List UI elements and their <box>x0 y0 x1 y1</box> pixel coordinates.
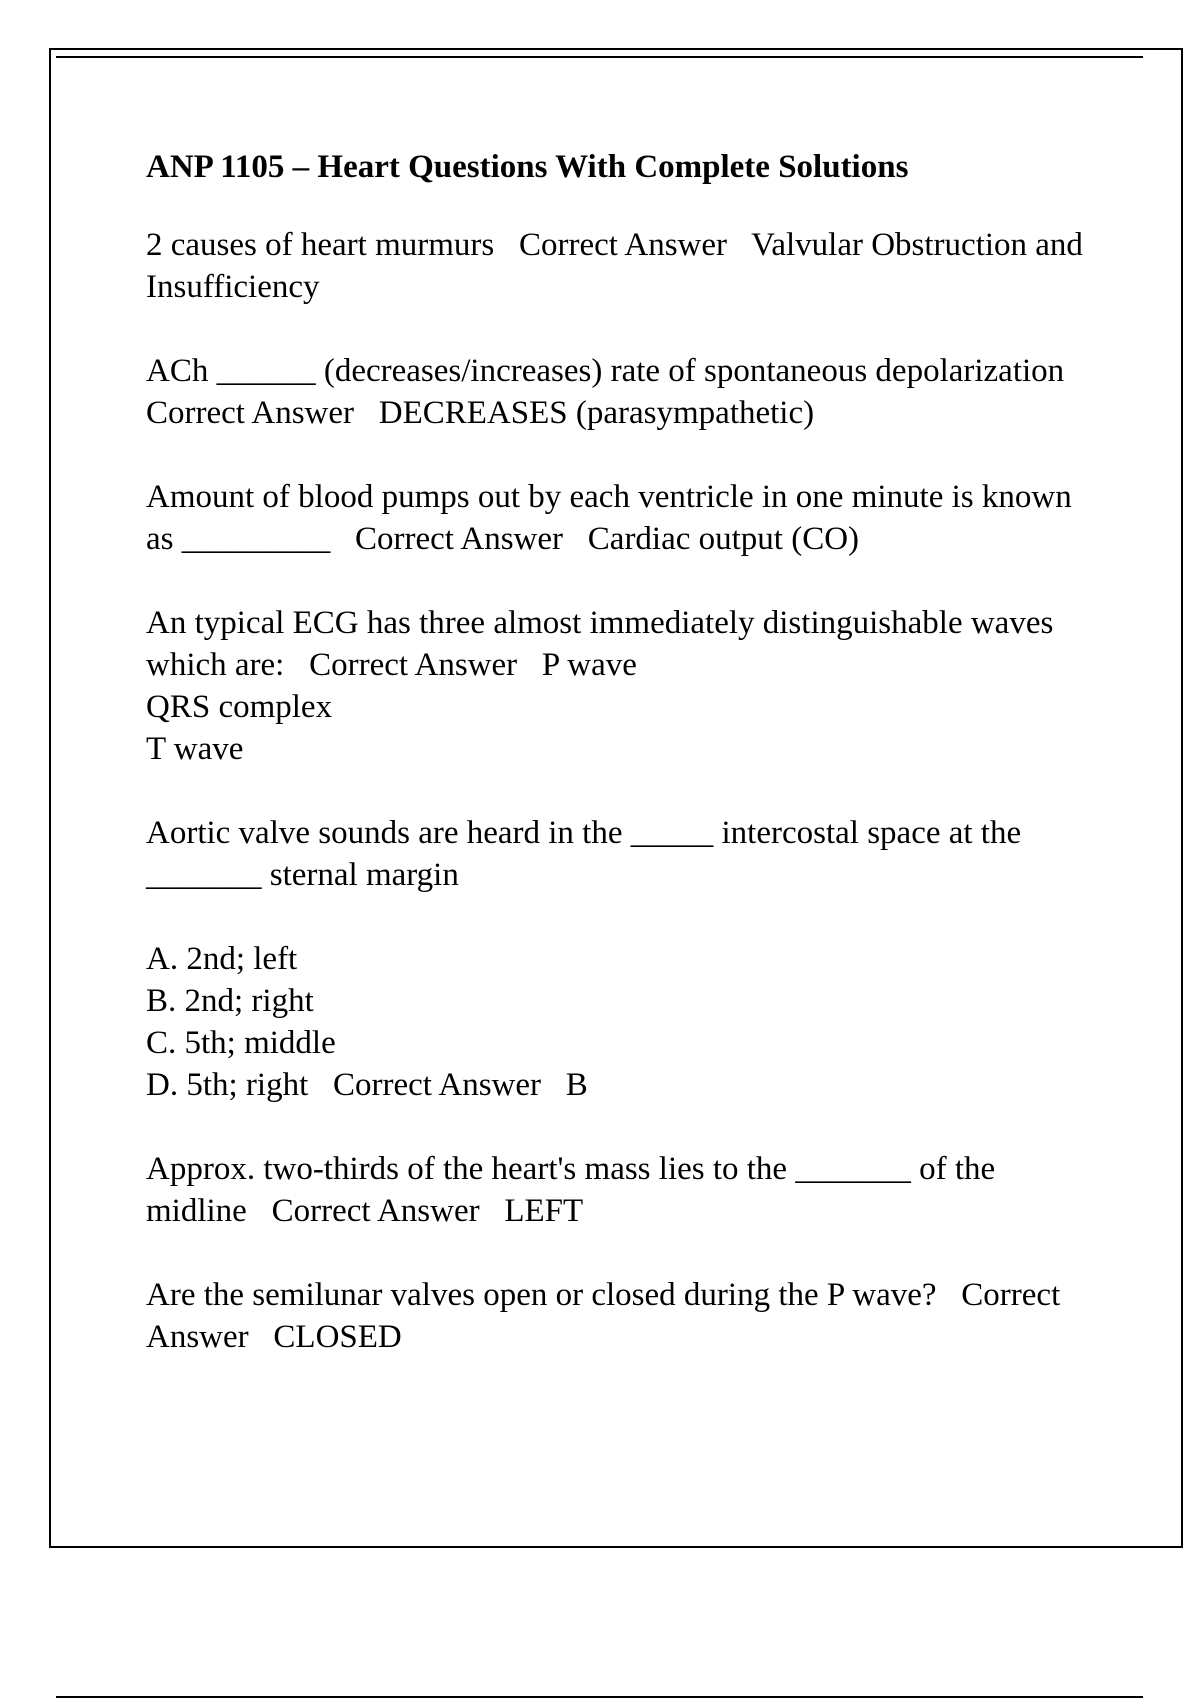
document-title: ANP 1105 – Heart Questions With Complete Solutions <box>146 149 909 185</box>
document-content <box>146 146 1096 1400</box>
qa-item <box>146 1274 1096 1358</box>
qa-item <box>146 224 1096 308</box>
answer-text: Valvular Obstruction and Insufficiency <box>146 227 1092 305</box>
qa-item <box>146 476 1096 560</box>
qa-item <box>146 812 1096 1106</box>
answer-text: P wave <box>541 647 637 683</box>
answer-label: Correct Answer <box>518 227 728 263</box>
question-text: 2 causes of heart murmurs <box>146 227 495 263</box>
answer-text: T wave <box>146 731 244 767</box>
question-text: ACh ______ (decreases/increases) rate of spontaneous depolarization <box>146 353 1065 389</box>
answer-text: QRS complex <box>146 689 333 725</box>
option-b: B. 2nd; right <box>146 983 314 1019</box>
answer-text: DECREASES (parasympathetic) <box>378 395 815 431</box>
question-text: Aortic valve sounds are heard in the _____ intercostal space at the _______ sternal margin <box>146 815 1030 893</box>
bottom-rule <box>56 1696 1143 1698</box>
answer-label: Correct Answer <box>271 1193 480 1229</box>
answer-text: CLOSED <box>273 1319 402 1355</box>
answer-label: Correct Answer <box>355 521 564 557</box>
question-text: An typical ECG has three almost immediately distinguishable waves which are: <box>146 605 1062 683</box>
question-text: Amount of blood pumps out by each ventricle in one minute is known as _________ <box>146 479 1080 557</box>
answer-label: Correct Answer <box>146 395 355 431</box>
answer-text: Cardiac output (CO) <box>587 521 860 557</box>
answer-text: LEFT <box>504 1193 584 1229</box>
question-text: Are the semilunar valves open or closed during the P wave? <box>146 1277 937 1313</box>
option-c: C. 5th; middle <box>146 1025 336 1061</box>
qa-item <box>146 350 1096 434</box>
answer-label: Correct Answer <box>333 1067 542 1103</box>
option-d: D. 5th; right <box>146 1067 309 1103</box>
question-text: Approx. two-thirds of the heart's mass lies to the _______ of the midline <box>146 1151 1004 1229</box>
qa-item <box>146 602 1096 770</box>
question-spacer <box>146 896 1096 938</box>
option-a: A. 2nd; left <box>146 941 298 977</box>
answer-label: Correct Answer <box>146 1277 1067 1355</box>
qa-item <box>146 1148 1096 1232</box>
answer-text: B <box>565 1067 588 1103</box>
answer-label: Correct Answer <box>309 647 518 683</box>
